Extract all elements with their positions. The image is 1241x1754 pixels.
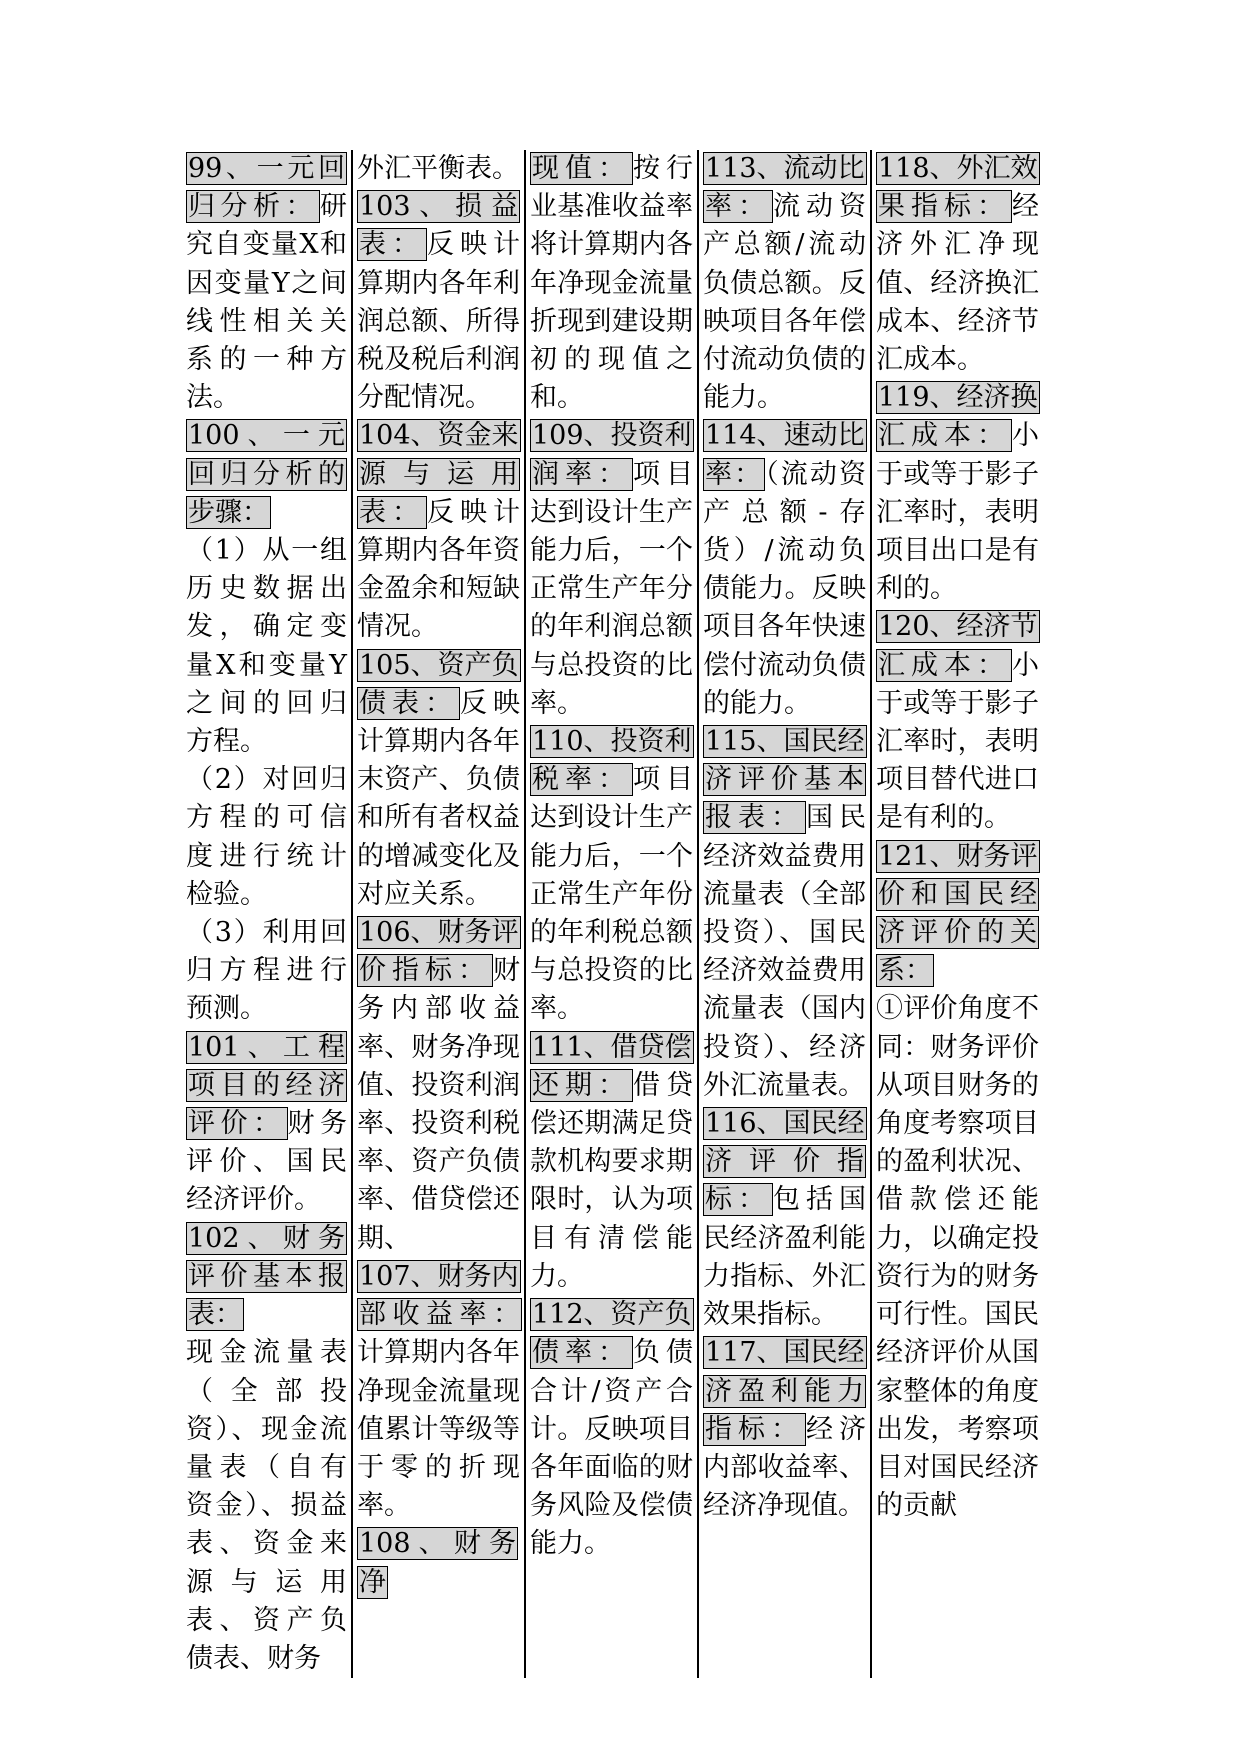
- entry-definition: 反映计算期内各年资金盈余和短缺情况。: [357, 496, 520, 643]
- entry-term: 117、国民经济盈利能力指标：: [705, 1337, 865, 1445]
- entry-definition: 外汇平衡表。: [357, 153, 519, 184]
- entry-paragraph: ①评价角度不同：财务评价从项目财务的角度考察项目的盈利状况、借款偿还能力，以确定投资行为的财务可行性。国民经济评价从国家整体的角度出发，考察项目对国民经济的贡献: [876, 993, 1039, 1522]
- entry-paragraph: 现金流量表（全部投资）、现金流量表（自有资金）、损益表、资金来源与运用表、资产负债表、财务: [186, 1337, 347, 1674]
- entry-term: 99、一元回归分析：: [188, 153, 345, 223]
- glossary-entry: [357, 188, 520, 417]
- entry-term: 118、外汇效果指标：: [878, 153, 1038, 223]
- glossary-entry: [186, 1029, 347, 1220]
- glossary-entry: [703, 723, 866, 1105]
- entry-term: 108、财务净: [359, 1528, 516, 1598]
- entry-term: 102、财务评价基本报表：: [188, 1222, 345, 1331]
- column-2: [351, 150, 524, 1678]
- glossary-entry: [703, 150, 866, 417]
- entry-term: 112、资产负债率：: [532, 1299, 692, 1369]
- glossary-entry: [357, 647, 520, 914]
- glossary-entry: [530, 1029, 693, 1296]
- entry-definition: 反映计算期内各年利润总额、所得税及税后利润分配情况。: [357, 229, 520, 414]
- entry-term: 103、损益表：: [359, 191, 518, 261]
- glossary-entry: [876, 838, 1039, 1526]
- entry-definition: 经济外汇净现值、经济换汇成本、经济节汇成本。: [876, 191, 1039, 376]
- column-5: [870, 150, 1043, 1678]
- entry-paragraph: （1）从一组历史数据出发，确定变量X和变量Y之间的回归方程。: [186, 535, 347, 758]
- entry-definition: 财务评价、国民经济评价。: [186, 1108, 347, 1216]
- entry-definition: 国民经济效益费用流量表（全部投资）、国民经济效益费用流量表（国内投资）、经济外汇流量表。: [703, 802, 866, 1101]
- glossary-entry: [186, 417, 347, 1028]
- entry-term: 115、国民经济评价基本报表：: [705, 726, 865, 834]
- glossary-entry: [186, 1220, 347, 1678]
- entry-definition: 项目达到设计生产能力后，一个正常生产年份的年利税总额与总投资的比率。: [530, 764, 693, 1025]
- entry-definition: （流动资产总额-存货）/流动负债能力。反映项目各年快速偿付流动负债的能力。: [703, 458, 867, 719]
- glossary-entry: [703, 1105, 866, 1334]
- entry-term: 107、财务内部收益率：: [359, 1260, 520, 1331]
- entry-definition: 按行业基准收益率将计算期内各年净现金流量折现到建设期初的现值之和。: [530, 153, 693, 414]
- entry-term: 109、投资利润率：: [532, 420, 692, 490]
- entry-paragraph: （3）利用回归方程进行预测。: [186, 917, 347, 1025]
- entry-definition: 研究自变量X和因变量Y之间线性相关关系的一种方法。: [186, 191, 347, 414]
- entry-definition: 项目达到设计生产能力后，一个正常生产年分的年利润总额与总投资的比率。: [530, 458, 693, 719]
- entry-definition: 经济内部收益率、经济净现值。: [703, 1413, 866, 1522]
- glossary-entry: [876, 379, 1039, 608]
- entry-definition: 财务内部收益率、财务净现值、投资利润率、投资利税率、资产负债率、借贷偿还期、: [357, 955, 520, 1254]
- entry-term: 121、财务评价和国民经济评价的关系：: [878, 840, 1038, 987]
- entry-term: 104、资金来源与运用表：: [359, 420, 519, 528]
- column-4: [697, 150, 870, 1678]
- entry-term: 110、投资利税率：: [532, 726, 692, 796]
- column-3: [524, 150, 697, 1678]
- entry-term: 113、流动比率：: [705, 153, 865, 223]
- glossary-entry: [876, 608, 1039, 837]
- glossary-entry: [357, 1258, 520, 1525]
- glossary-entry: [357, 417, 520, 646]
- entry-term: 119、经济换汇成本：: [878, 382, 1038, 452]
- glossary-entry: [357, 150, 520, 188]
- entry-definition: 计算期内各年净现金流量现值累计等级等于零的折现率。: [357, 1337, 520, 1522]
- glossary-entry: [703, 1334, 866, 1525]
- entry-definition: 负债合计/资产合计。反映项目各年面临的财务风险及偿债能力。: [530, 1337, 693, 1560]
- entry-definition: 借贷偿还期满足贷款机构要求期限时，认为项目有清偿能力。: [530, 1069, 693, 1292]
- entry-definition: 小于或等于影子汇率时，表明项目替代进口是有利的。: [876, 649, 1039, 834]
- glossary-entry: [703, 417, 866, 723]
- document-page: [186, 150, 1066, 1674]
- entry-term: 114、速动比率：: [705, 420, 865, 490]
- glossary-entry: [530, 1296, 693, 1563]
- entry-definition: 包括国民经济盈利能力指标、外汇效果指标。: [703, 1184, 866, 1331]
- entry-definition: 小于或等于影子汇率时，表明项目出口是有利的。: [876, 420, 1039, 605]
- glossary-entry: [530, 417, 693, 723]
- entry-term: 101、工程项目的经济评价：: [188, 1031, 345, 1140]
- entry-term: 现值：: [532, 153, 631, 184]
- entry-term: 100、一元回归分析的步骤：: [188, 420, 345, 528]
- entry-definition: 反映计算期内各年末资产、负债和所有者权益的增减变化及对应关系。: [357, 687, 520, 910]
- glossary-entry: [357, 914, 520, 1258]
- glossary-entry: [530, 150, 693, 417]
- entry-term: 120、经济节汇成本：: [878, 611, 1038, 681]
- entry-definition: 流动资产总额/流动负债总额。反映项目各年偿付流动负债的能力。: [703, 191, 866, 414]
- entry-term: 105、资产负债表：: [359, 649, 519, 719]
- glossary-entry: [876, 150, 1039, 379]
- glossary-entry: [186, 150, 347, 417]
- entry-term: 116、国民经济评价指标：: [705, 1108, 865, 1216]
- entry-term: 106、财务评价指标：: [359, 917, 519, 987]
- glossary-entry: [530, 723, 693, 1029]
- entry-term: 111、借贷偿还期：: [532, 1031, 692, 1101]
- entry-paragraph: （2）对回归方程的可信度进行统计检验。: [186, 764, 347, 910]
- column-1: [186, 150, 351, 1678]
- glossary-entry: [357, 1525, 520, 1601]
